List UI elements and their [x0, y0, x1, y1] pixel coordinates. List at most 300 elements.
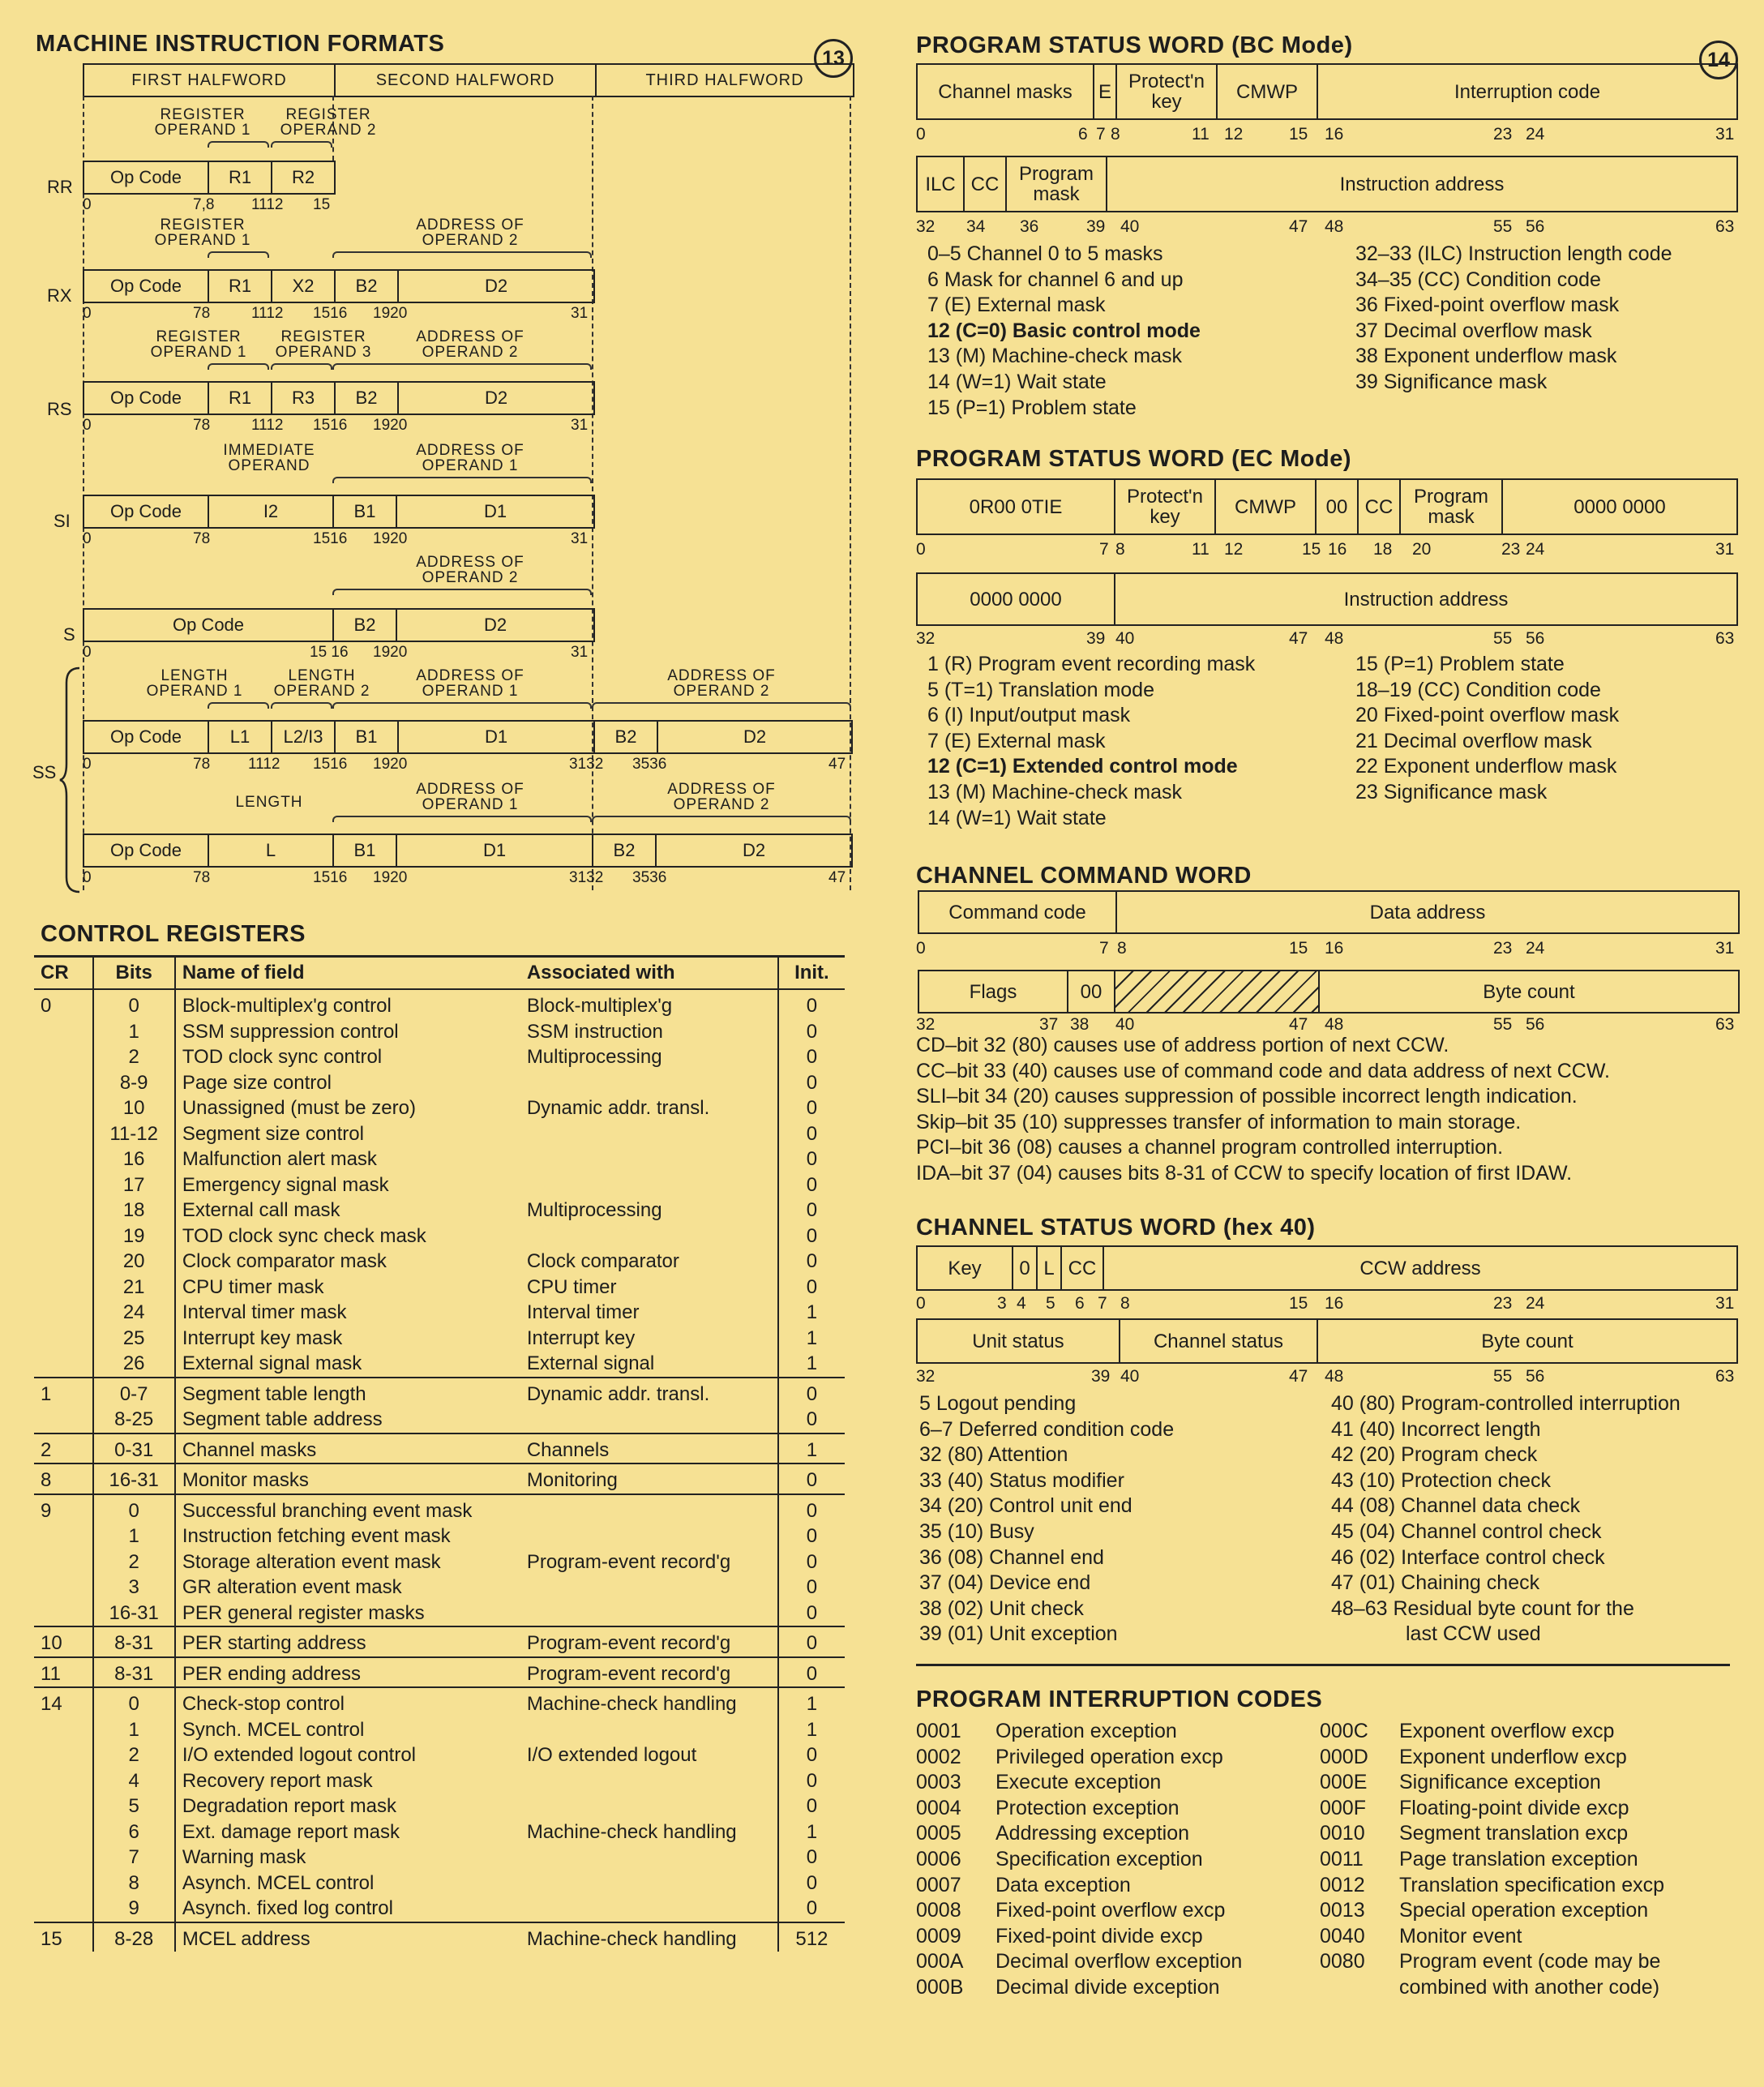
ss-caption-1: LENGTH OPERAND 1	[146, 667, 243, 700]
cr-names-cell: External signal mask	[182, 1352, 362, 1374]
cr-init-cell: 0	[806, 1199, 818, 1221]
legend-item: 6 (I) Input/output mask	[927, 704, 1131, 727]
legend-item: 39 Significance mask	[1355, 370, 1548, 393]
cr-number: 2	[34, 1433, 93, 1464]
interruption-code: 0008	[916, 1899, 961, 1922]
cr-assoc-cell	[527, 1793, 771, 1819]
second-halfword: SECOND HALFWORD	[336, 65, 597, 96]
ccw-title: CHANNEL COMMAND WORD	[916, 863, 1252, 889]
cr-names-cell: Block-multiplex'g control	[182, 995, 392, 1017]
cr-assoc-cell	[527, 1871, 771, 1896]
ccw-word-1: Command code Data address	[918, 890, 1740, 934]
legend-item: 37 (04) Device end	[919, 1571, 1091, 1595]
cr-names-cell: TOD clock sync control	[182, 1046, 383, 1068]
cr-assoc-cell	[527, 1498, 771, 1524]
cr-init-cell: 1	[806, 1326, 818, 1349]
cr-assoc-cell: Channels	[526, 1438, 610, 1461]
cr-assoc-cell: CPU timer	[526, 1275, 617, 1298]
cr-init-cell: 0	[806, 1601, 818, 1624]
csw-word-1: Key 0 L CC CCW address	[916, 1245, 1738, 1291]
cr-bits-cell: 1	[128, 1020, 139, 1043]
interruption-name: Floating-point divide excp	[1399, 1796, 1629, 1819]
cr-init-cell: 0	[806, 1499, 818, 1522]
cr-init-cell: 512	[795, 1927, 828, 1950]
interruption-name: Decimal overflow exception	[995, 1950, 1243, 1973]
interruption-name: Privileged operation excp	[995, 1745, 1223, 1768]
cr-bits-cell: 11-12	[109, 1122, 158, 1145]
cr-init-cell: 0	[806, 1744, 818, 1766]
page-number-14: 14	[1699, 41, 1738, 79]
interruption-name: Fixed-point overflow excp	[995, 1899, 1226, 1922]
rx-caption-1: REGISTER OPERAND 1	[154, 216, 251, 249]
legend-item: 14 (W=1) Wait state	[927, 370, 1107, 393]
cr-init-cell: 0	[806, 1173, 818, 1196]
cr-names-cell: Interval timer mask	[182, 1301, 347, 1323]
legend-item: 39 (01) Unit exception	[919, 1622, 1118, 1646]
cr-init-cell: 1	[806, 1820, 818, 1843]
legend-item: 42 (20) Program check	[1331, 1443, 1538, 1467]
cr-init-cell: 1	[806, 1301, 818, 1323]
cr-names-cell: CPU timer mask	[182, 1275, 324, 1298]
cr-init-cell: 0	[806, 1408, 818, 1430]
cr-names-cell: Unassigned (must be zero)	[182, 1097, 416, 1119]
cr-assoc-cell: Program-event record'g	[526, 1550, 731, 1573]
cr-bits-cell: 8-9	[119, 1071, 148, 1094]
cr-bits-cell: 24	[122, 1301, 145, 1323]
first-halfword: FIRST HALFWORD	[84, 65, 336, 96]
psw-ec-word-1: 0R00 0TIE Protect'n key CMWP 00 CC Program mask 0000 0000	[916, 478, 1738, 535]
s-format-box: Op Code B2 D2	[83, 608, 595, 642]
cr-number: 1	[34, 1378, 93, 1433]
cr-bits-cell: 16-31	[109, 1601, 159, 1624]
si-caption-2: ADDRESS OF OPERAND 1	[416, 442, 524, 474]
interruption-code: 0005	[916, 1822, 961, 1845]
cr-names-cell: Segment table length	[182, 1382, 366, 1405]
interruption-name: Protection exception	[995, 1796, 1180, 1819]
ccw-word-2: Flags 00 Byte count	[918, 970, 1740, 1014]
ss-caption-3: ADDRESS OF OPERAND 1	[416, 667, 524, 700]
cr-bits-cell: 9	[128, 1897, 139, 1919]
cr-assoc-cell: Machine-check handling	[526, 1927, 737, 1950]
cr-names-cell: GR alteration event mask	[182, 1576, 402, 1598]
interruption-code: 0003	[916, 1771, 961, 1794]
legend-item: 34 (20) Control unit end	[919, 1494, 1132, 1518]
rx-caption-2: ADDRESS OF OPERAND 2	[416, 216, 524, 249]
legend-item: 5 Logout pending	[919, 1392, 1077, 1415]
ss2-caption-1: LENGTH	[235, 794, 303, 811]
cr-assoc-cell: Program-event record'g	[526, 1662, 731, 1685]
cr-init-cell: 0	[806, 1250, 818, 1272]
cr-group-row	[34, 989, 845, 1378]
cr-assoc-cell: SSM instruction	[526, 1020, 663, 1043]
cr-init-cell: 0	[806, 1846, 818, 1868]
cr-names-cell: Successful branching event mask	[182, 1499, 473, 1522]
pic-left-names	[995, 1719, 1242, 2001]
cr-bits-cell: 7	[128, 1846, 139, 1868]
cr-init-cell: 0	[806, 1122, 818, 1145]
ss2-format-box: Op Code L B1 D1 B2 D2	[83, 834, 853, 868]
cr-bits-cell: 8-31	[114, 1632, 154, 1654]
pic-title: PROGRAM INTERRUPTION CODES	[916, 1686, 1323, 1712]
legend-item: 6–7 Deferred condition code	[919, 1417, 1175, 1441]
cr-bits-cell: 5	[128, 1795, 139, 1817]
cr-bits-cell: 1	[128, 1525, 139, 1547]
halfword-header	[83, 63, 854, 97]
cr-group-row	[34, 1657, 845, 1688]
psw-bc-right-legend	[1355, 242, 1672, 396]
cr-group-row	[34, 1922, 845, 1952]
ccw-note: CD–bit 32 (80) causes use of address portion of next CCW.	[916, 1034, 1449, 1056]
psw-ec-word-2: 0000 0000 Instruction address	[916, 572, 1738, 626]
cr-title: CONTROL REGISTERS	[41, 921, 306, 947]
cr-init-cell: 0	[806, 1632, 818, 1654]
cr-init-cell: 0	[806, 1897, 818, 1919]
legend-item: 21 Decimal overflow mask	[1355, 729, 1592, 752]
rx-format-box: Op Code R1 X2 B2 D2	[83, 269, 595, 303]
interruption-name: Translation specification excp	[1399, 1873, 1665, 1896]
rr-format-box: Op Code R1 R2	[83, 161, 336, 195]
legend-item: 32–33 (ILC) Instruction length code	[1355, 242, 1672, 265]
cr-names-cell: SSM suppression control	[182, 1020, 399, 1043]
cr-bits-cell: 0	[128, 995, 139, 1017]
cr-init-cell: 0	[806, 1769, 818, 1792]
interruption-code: 0004	[916, 1796, 961, 1819]
cr-assoc-cell	[527, 1845, 771, 1871]
interruption-name: Decimal divide exception	[995, 1975, 1220, 1999]
si-format-box: Op Code I2 B1 D1	[83, 495, 595, 529]
legend-item: 37 Decimal overflow mask	[1355, 319, 1592, 342]
legend-item: 12 (C=1) Extended control mode	[927, 755, 1238, 778]
ss-brace-icon	[58, 666, 83, 894]
interruption-code	[1320, 1975, 1368, 2001]
interruption-name: Addressing exception	[995, 1822, 1190, 1845]
cr-assoc-cell	[527, 1601, 771, 1626]
legend-item: 38 Exponent underflow mask	[1355, 345, 1617, 368]
cr-number: 8	[34, 1463, 93, 1494]
cr-bits-cell: 20	[122, 1250, 145, 1272]
interruption-code: 0040	[1320, 1924, 1365, 1948]
legend-item: 23 Significance mask	[1355, 780, 1548, 804]
legend-item: 33 (40) Status modifier	[919, 1468, 1124, 1492]
cr-number: 9	[34, 1494, 93, 1627]
cr-names-cell: Asynch. MCEL control	[182, 1871, 375, 1894]
cr-assoc-cell	[527, 1121, 771, 1147]
cr-bits-cell: 1	[128, 1718, 139, 1741]
interruption-code: 000D	[1320, 1745, 1368, 1768]
csw-left-legend	[919, 1391, 1174, 1648]
interruption-code: 0002	[916, 1745, 961, 1768]
col-cr: CR	[34, 957, 93, 990]
legend-item: 47 (01) Chaining check	[1331, 1571, 1540, 1595]
cr-bits-cell: 6	[128, 1820, 139, 1843]
legend-item: 38 (02) Unit check	[919, 1596, 1084, 1620]
ccw-note: IDA–bit 37 (04) causes bits 8-31 of CCW to specify location of first IDAW.	[916, 1161, 1573, 1185]
cr-bits-cell: 0	[128, 1499, 139, 1522]
legend-item: 0–5 Channel 0 to 5 masks	[927, 242, 1163, 265]
cr-init-cell: 1	[806, 1693, 818, 1715]
rs-format-box: Op Code R1 R3 B2 D2	[83, 381, 595, 415]
control-registers-table	[34, 955, 845, 1952]
legend-item: 43 (10) Protection check	[1331, 1468, 1551, 1492]
cr-group-row	[34, 1433, 845, 1464]
section-divider	[916, 1664, 1730, 1666]
psw-bc-left-legend	[927, 242, 1201, 421]
cr-init-cell: 0	[806, 1046, 818, 1068]
psw-bc-word-1: Channel masks E Protect'n key CMWP Interruption code	[916, 63, 1738, 120]
cr-init-cell: 0	[806, 995, 818, 1017]
cr-group-row	[34, 1687, 845, 1922]
mif-title: MACHINE INSTRUCTION FORMATS	[36, 31, 445, 57]
cr-init-cell: 0	[806, 1071, 818, 1094]
legend-item: 44 (08) Channel data check	[1331, 1494, 1581, 1518]
rs-caption-1: REGISTER OPERAND 1	[150, 328, 247, 361]
cr-number: 14	[34, 1687, 93, 1922]
legend-item: 15 (P=1) Problem state	[927, 396, 1137, 419]
cr-assoc-cell: Multiprocessing	[526, 1046, 662, 1068]
col-name: Name of field	[175, 957, 520, 990]
cr-bits-cell: 3	[128, 1576, 139, 1598]
cr-init-cell: 1	[806, 1718, 818, 1741]
cr-names-cell: Segment size control	[182, 1122, 364, 1145]
interruption-code: 0007	[916, 1873, 961, 1896]
legend-item: 48–63 Residual byte count for the	[1331, 1596, 1634, 1620]
cr-bits-cell: 8-28	[114, 1927, 154, 1950]
cr-assoc-cell: Monitoring	[526, 1469, 618, 1491]
cr-bits-cell: 18	[122, 1199, 145, 1221]
legend-item: 5 (T=1) Translation mode	[927, 678, 1154, 701]
si-caption-1: IMMEDIATE OPERAND	[223, 442, 315, 474]
interruption-code: 000C	[1320, 1720, 1368, 1742]
interruption-code: 0009	[916, 1924, 961, 1948]
cr-assoc-cell	[527, 1146, 771, 1172]
cr-init-cell: 0	[806, 1550, 818, 1573]
cr-init-cell: 1	[806, 1352, 818, 1374]
interruption-code: 0006	[916, 1847, 961, 1871]
cr-names-cell: Instruction fetching event mask	[182, 1525, 451, 1547]
cr-assoc-cell	[527, 1717, 771, 1743]
cr-number: 10	[34, 1626, 93, 1657]
pic-right-codes	[1320, 1719, 1368, 2001]
cr-names-cell: Channel masks	[182, 1438, 317, 1461]
cr-names-cell: Storage alteration event mask	[182, 1550, 441, 1573]
cr-assoc-cell: Multiprocessing	[526, 1199, 662, 1221]
format-label-rx: RX	[47, 285, 72, 306]
csw-word-2: Unit status Channel status Byte count	[916, 1318, 1738, 1364]
cr-names-cell: Monitor masks	[182, 1469, 309, 1491]
csw-right-legend	[1331, 1391, 1681, 1648]
cr-number: 15	[34, 1922, 93, 1952]
cr-names-cell: Clock comparator mask	[182, 1250, 387, 1272]
cr-group-row	[34, 1463, 845, 1494]
cr-bits-cell: 10	[122, 1097, 145, 1119]
cr-bits-cell: 26	[122, 1352, 145, 1374]
cr-assoc-cell	[527, 1896, 771, 1922]
cr-names-cell: Malfunction alert mask	[182, 1148, 377, 1170]
legend-item: 18–19 (CC) Condition code	[1355, 678, 1601, 701]
legend-item: 40 (80) Program-controlled interruption	[1331, 1392, 1681, 1415]
interruption-name: Exponent underflow excp	[1399, 1745, 1627, 1768]
cr-names-cell: PER general register masks	[182, 1601, 425, 1624]
cr-init-cell: 0	[806, 1097, 818, 1119]
cr-names-cell: Synch. MCEL control	[182, 1718, 365, 1741]
cr-bits-cell: 0	[128, 1693, 139, 1715]
cr-bits-cell: 0-31	[114, 1438, 154, 1461]
psw-ec-right-legend	[1355, 652, 1619, 806]
page-number-13: 13	[814, 39, 853, 78]
cr-bits-cell: 16-31	[109, 1469, 159, 1491]
cr-bits-cell: 8	[128, 1871, 139, 1894]
format-label-si: SI	[54, 511, 71, 531]
cr-bits-cell: 2	[128, 1744, 139, 1766]
cr-bits-cell: 2	[128, 1550, 139, 1573]
psw-ec-title: PROGRAM STATUS WORD (EC Mode)	[916, 446, 1351, 472]
ccw-note: PCI–bit 36 (08) causes a channel program controlled interruption.	[916, 1136, 1504, 1159]
psw-ec-left-legend	[927, 652, 1255, 831]
interruption-name: Significance exception	[1399, 1771, 1601, 1794]
rs-caption-3: ADDRESS OF OPERAND 2	[416, 328, 524, 361]
ccw-note: Skip–bit 35 (10) suppresses transfer of information to main storage.	[916, 1110, 1522, 1133]
interruption-code: 000A	[916, 1950, 964, 1973]
legend-item: 1 (R) Program event recording mask	[927, 653, 1256, 675]
cr-names-cell: I/O extended logout control	[182, 1744, 417, 1766]
interruption-name: Exponent overflow excp	[1399, 1720, 1615, 1742]
legend-item: 15 (P=1) Problem state	[1355, 653, 1565, 675]
legend-item: 6 Mask for channel 6 and up	[927, 268, 1184, 291]
cr-assoc-cell	[527, 1223, 771, 1249]
cr-assoc-cell: Dynamic addr. transl.	[526, 1382, 710, 1405]
legend-item: 36 Fixed-point overflow mask	[1355, 294, 1620, 317]
legend-item: 35 (10) Busy	[919, 1519, 1034, 1543]
ccw-unused-hatched-field	[1115, 971, 1320, 1012]
psw-bc-title: PROGRAM STATUS WORD (BC Mode)	[916, 32, 1353, 58]
interruption-code: 0011	[1320, 1847, 1364, 1871]
interruption-code: 000F	[1320, 1796, 1366, 1819]
cr-number: 11	[34, 1657, 93, 1688]
cr-bits-cell: 8-25	[114, 1408, 154, 1430]
cr-bits-cell: 21	[122, 1275, 145, 1298]
cr-init-cell: 0	[806, 1662, 818, 1685]
rs-caption-2: REGISTER OPERAND 3	[275, 328, 372, 361]
cr-assoc-cell	[527, 1172, 771, 1198]
interruption-name: Program event (code may be	[1399, 1950, 1661, 1973]
legend-item: 46 (02) Interface control check	[1331, 1545, 1605, 1569]
cr-bits-cell: 19	[122, 1224, 145, 1247]
csw-title: CHANNEL STATUS WORD (hex 40)	[916, 1215, 1316, 1241]
format-label-ss: SS	[32, 762, 57, 782]
cr-bits-cell: 16	[122, 1148, 145, 1170]
cr-names-cell: Asynch. fixed log control	[182, 1897, 393, 1919]
cr-group-row	[34, 1378, 845, 1433]
cr-assoc-cell: I/O extended logout	[526, 1744, 697, 1766]
interruption-name: Monitor event	[1399, 1924, 1522, 1948]
legend-item: 45 (04) Channel control check	[1331, 1519, 1602, 1543]
cr-init-cell: 0	[806, 1795, 818, 1817]
cr-init-cell: 0	[806, 1525, 818, 1547]
interruption-name: Execute exception	[995, 1771, 1162, 1794]
cr-names-cell: Degradation report mask	[182, 1795, 396, 1817]
interruption-code: 0010	[1320, 1822, 1365, 1845]
interruption-code: 0001	[916, 1720, 961, 1742]
cr-names-cell: External call mask	[182, 1199, 340, 1221]
psw-bc-word-2: ILC CC Program mask Instruction address	[916, 156, 1738, 212]
cr-assoc-cell	[527, 1407, 771, 1433]
cr-assoc-cell: Block-multiplex'g	[526, 995, 673, 1017]
format-label-rr: RR	[47, 177, 73, 197]
cr-init-cell: 0	[806, 1576, 818, 1598]
interruption-name: Special operation exception	[1399, 1899, 1649, 1922]
interruption-name: Fixed-point divide excp	[995, 1924, 1203, 1948]
cr-init-cell: 0	[806, 1275, 818, 1298]
cr-names-cell: MCEL address	[182, 1927, 310, 1950]
legend-item: 12 (C=0) Basic control mode	[927, 319, 1201, 342]
cr-names-cell: PER ending address	[182, 1662, 361, 1685]
interruption-name: Page translation exception	[1399, 1847, 1638, 1871]
cr-assoc-cell: Interrupt key	[526, 1326, 636, 1349]
legend-item: 14 (W=1) Wait state	[927, 806, 1107, 829]
cr-init-cell: 1	[806, 1438, 818, 1461]
cr-init-cell: 0	[806, 1382, 818, 1405]
cr-bits-cell: 4	[128, 1769, 139, 1792]
cr-names-cell: Page size control	[182, 1071, 332, 1094]
col-assoc: Associated with	[520, 957, 778, 990]
cr-names-cell: TOD clock sync check mask	[182, 1224, 426, 1247]
cr-init-cell: 0	[806, 1469, 818, 1491]
interruption-name: Segment translation excp	[1399, 1822, 1629, 1845]
cr-init-cell: 0	[806, 1020, 818, 1043]
cr-names-cell: Recovery report mask	[182, 1769, 373, 1792]
rr-caption-1: REGISTER OPERAND 1	[154, 106, 251, 139]
cr-init-cell: 0	[806, 1871, 818, 1894]
ccw-flag-notes	[916, 1033, 1610, 1187]
cr-names-cell: PER starting address	[182, 1632, 366, 1654]
cr-group-row	[34, 1494, 845, 1627]
interruption-code: 0013	[1320, 1899, 1365, 1922]
ss-caption-4: ADDRESS OF OPERAND 2	[667, 667, 776, 700]
cr-names-cell: Check-stop control	[182, 1693, 345, 1715]
cr-assoc-cell	[527, 1070, 771, 1096]
interruption-name: Specification exception	[995, 1847, 1203, 1871]
ccw-note: SLI–bit 34 (20) causes suppression of possible incorrect length indication.	[916, 1085, 1578, 1108]
legend-item: 41 (40) Incorrect length	[1331, 1417, 1541, 1441]
ss-caption-2: LENGTH OPERAND 2	[273, 667, 370, 700]
third-halfword: THIRD HALFWORD	[645, 71, 804, 89]
ss2-caption-3: ADDRESS OF OPERAND 2	[667, 781, 776, 813]
interruption-code: 000B	[916, 1975, 964, 1999]
cr-group-row	[34, 1626, 845, 1657]
interruption-name: combined with another code)	[1399, 1975, 1660, 1999]
ss2-caption-2: ADDRESS OF OPERAND 1	[416, 781, 524, 813]
col-init: Init.	[778, 957, 845, 990]
cr-assoc-cell: Clock comparator	[526, 1250, 679, 1272]
cr-assoc-cell	[527, 1768, 771, 1794]
s-caption-1: ADDRESS OF OPERAND 2	[416, 554, 524, 586]
cr-init-cell: 0	[806, 1224, 818, 1247]
cr-number: 0	[34, 989, 93, 1378]
interruption-name: Data exception	[995, 1873, 1131, 1896]
cr-names-cell: Emergency signal mask	[182, 1173, 389, 1196]
cr-names-cell: Interrupt key mask	[182, 1326, 343, 1349]
cr-bits-cell: 8-31	[114, 1662, 154, 1685]
pic-left-codes	[916, 1719, 963, 2001]
cr-names-cell: Ext. damage report mask	[182, 1820, 400, 1843]
interruption-code: 0012	[1320, 1873, 1365, 1896]
cr-bits-cell: 25	[122, 1326, 145, 1349]
legend-item: 13 (M) Machine-check mask	[927, 345, 1182, 368]
legend-item: 36 (08) Channel end	[919, 1545, 1104, 1569]
interruption-code: 0080	[1320, 1950, 1365, 1973]
interruption-code: 000E	[1320, 1771, 1368, 1794]
cr-bits-cell: 0-7	[119, 1382, 148, 1405]
